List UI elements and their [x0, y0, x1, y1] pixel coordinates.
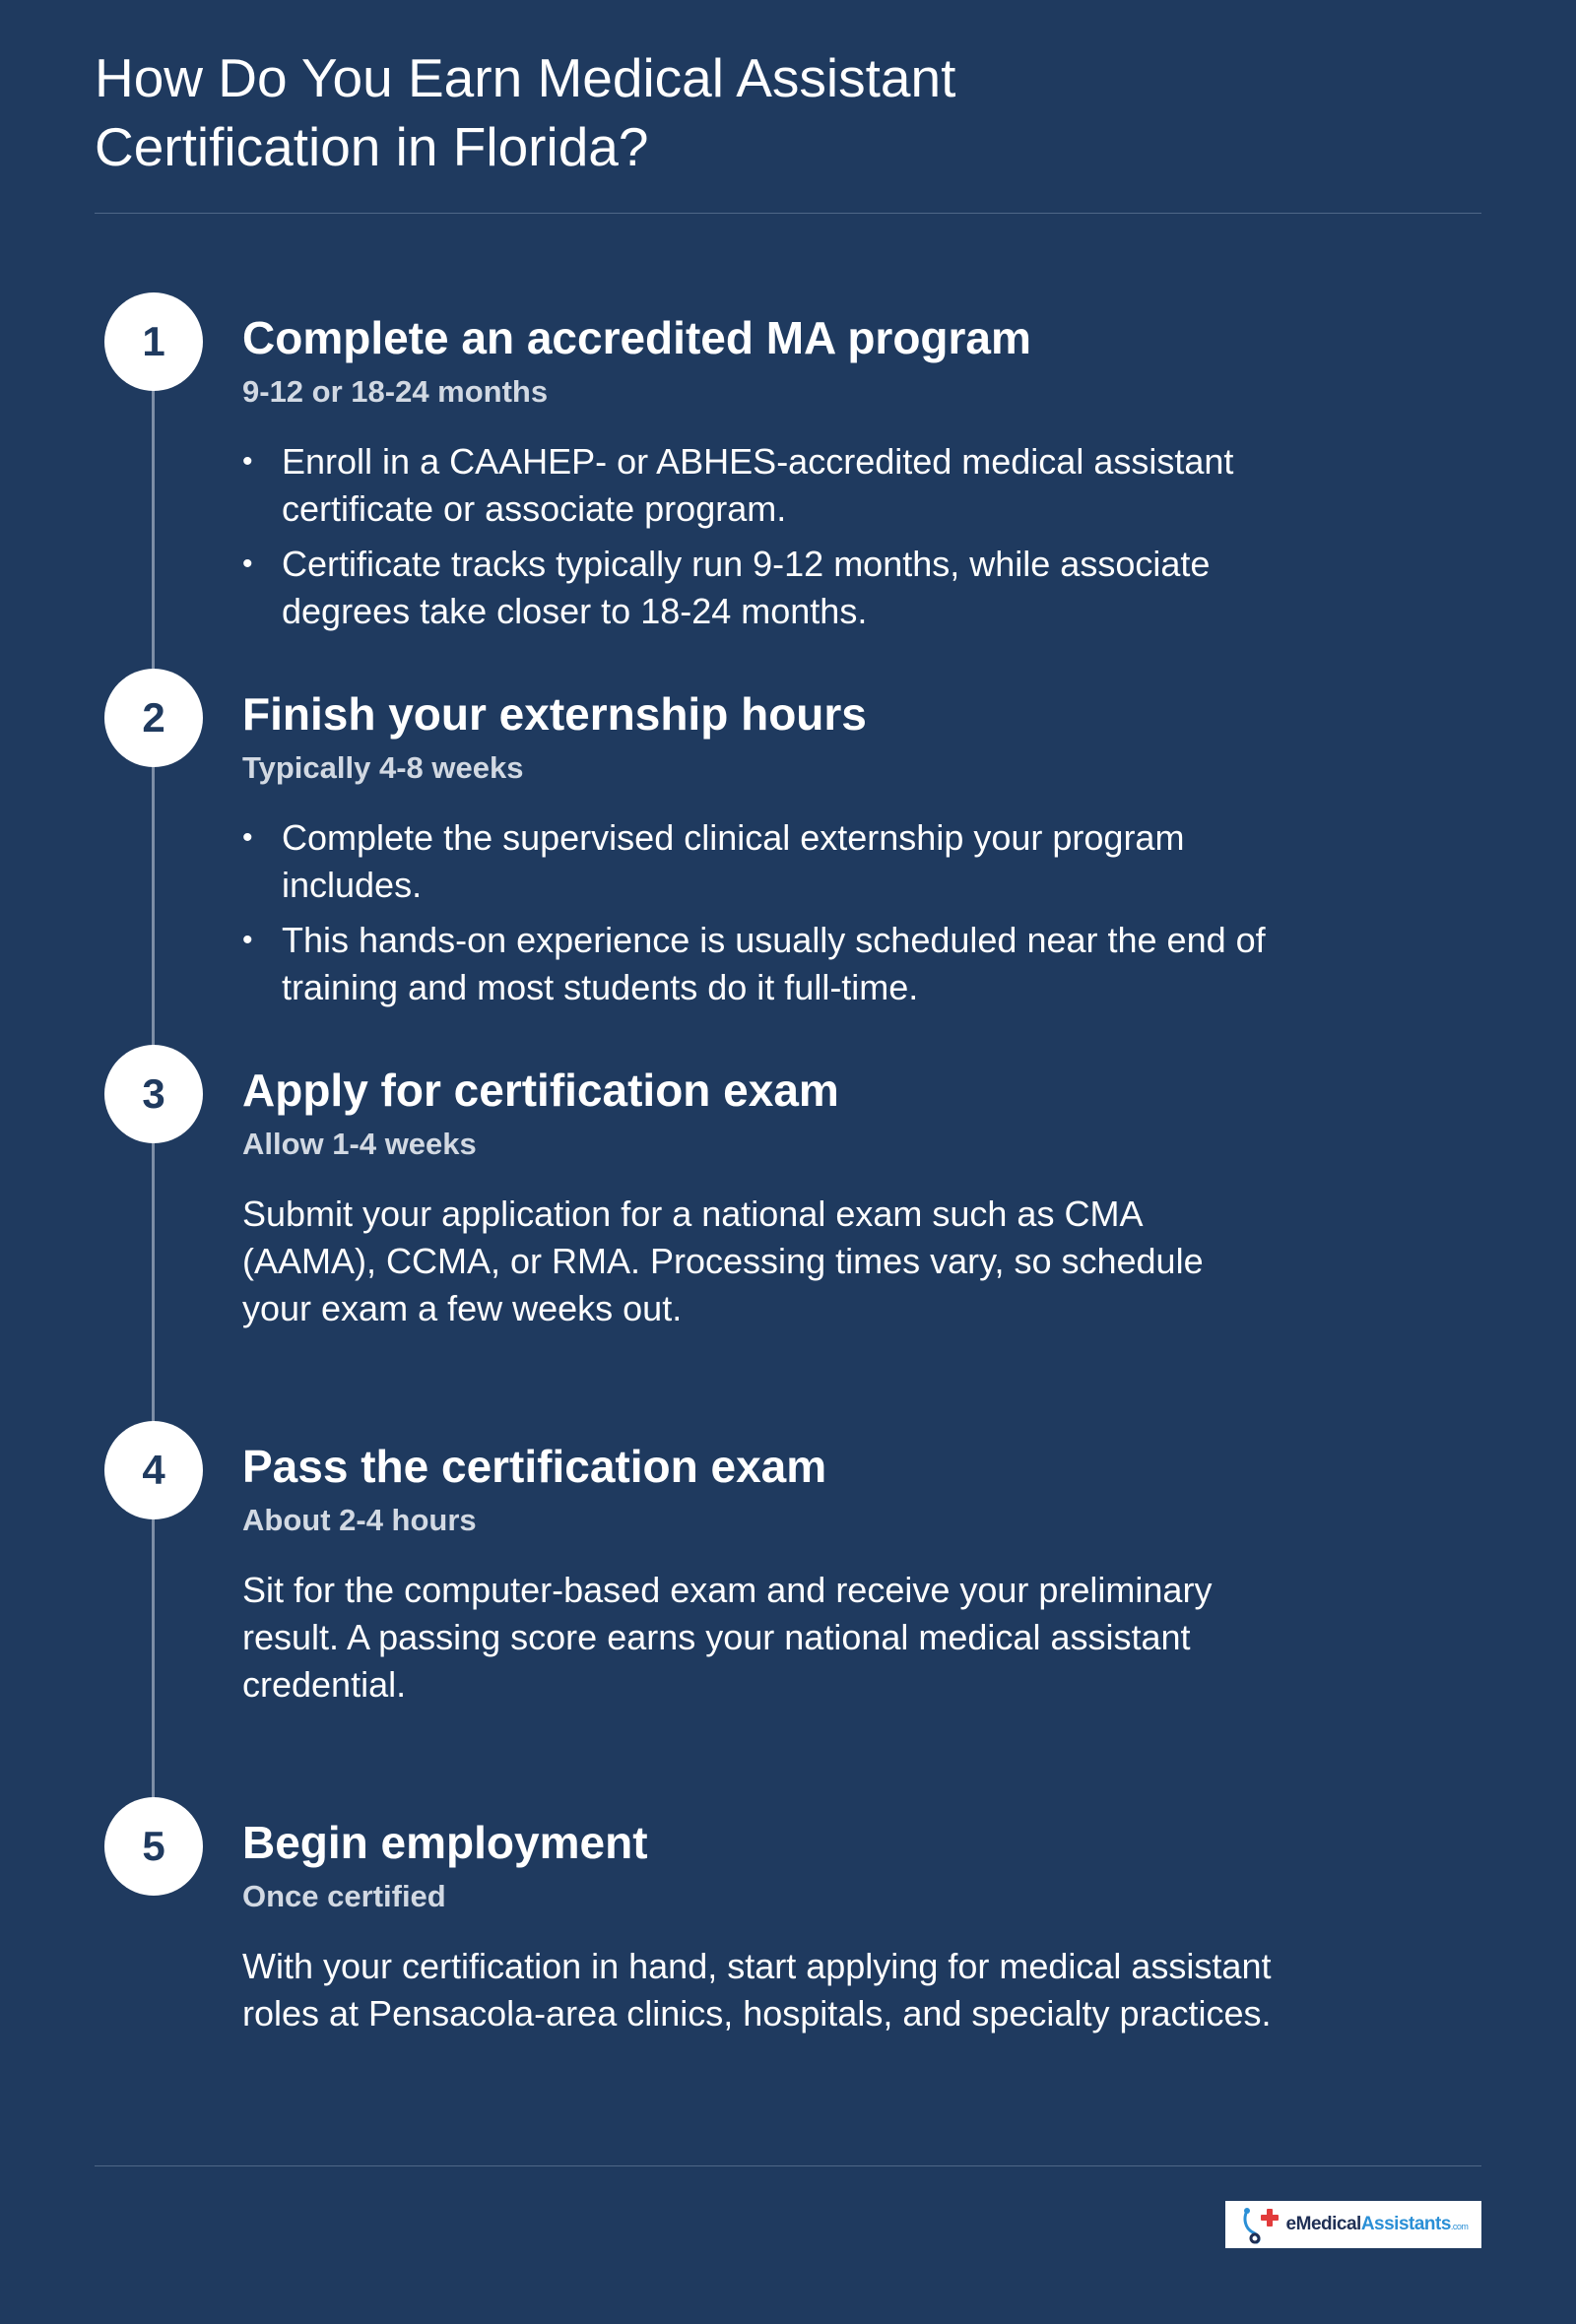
step-number-circle: 3 [104, 1045, 203, 1143]
step-title: Pass the certification exam [242, 1441, 827, 1492]
step-bullet-list [242, 814, 1267, 1019]
step-description: Sit for the computer-based exam and receive your preliminary result. A passing score earns your national medical assistant credential. [242, 1570, 1213, 1705]
bottom-divider [95, 2165, 1481, 2166]
page-title: How Do You Earn Medical Assistant Certification in Florida? [95, 47, 956, 177]
step-bullet: • Enroll in a CAAHEP- or ABHES-accredited medical assistant certificate or associate program. [242, 438, 1267, 533]
stethoscope-cross-icon [1239, 2205, 1282, 2244]
step-number-circle: 4 [104, 1421, 203, 1519]
step-number-circle: 1 [104, 292, 203, 391]
step-duration: Allow 1-4 weeks [242, 1127, 477, 1161]
step-bullet: • Complete the supervised clinical externship your program includes. [242, 814, 1267, 909]
step-bullet: • This hands-on experience is usually scheduled near the end of training and most students do it full-time. [242, 917, 1267, 1011]
step-title: Complete an accredited MA program [242, 312, 1031, 363]
step-duration: 9-12 or 18-24 months [242, 374, 549, 409]
step-title: Apply for certification exam [242, 1065, 839, 1116]
step-title: Finish your externship hours [242, 688, 867, 740]
step-description: With your certification in hand, start applying for medical assistant roles at Pensacola-area clinics, hospitals, and specialty practices. [242, 1946, 1272, 2034]
step-number-circle: 2 [104, 669, 203, 767]
top-divider [95, 213, 1481, 214]
step-duration: Typically 4-8 weeks [242, 750, 524, 785]
step-bullet-list [242, 438, 1267, 643]
step-number-circle: 5 [104, 1797, 203, 1896]
brand-logo [1225, 2201, 1481, 2248]
step-duration: Once certified [242, 1879, 446, 1913]
step-duration: About 2-4 hours [242, 1503, 477, 1537]
step-title: Begin employment [242, 1817, 648, 1868]
brand-logo-text: eMedicalAssistants.com [1285, 2214, 1469, 2234]
step-bullet: • Certificate tracks typically run 9-12 months, while associate degrees take closer to 18-24 months. [242, 541, 1267, 635]
step-description: Submit your application for a national exam such as CMA (AAMA), CCMA, or RMA. Processing times vary, so schedule your exam a few weeks out. [242, 1194, 1204, 1328]
